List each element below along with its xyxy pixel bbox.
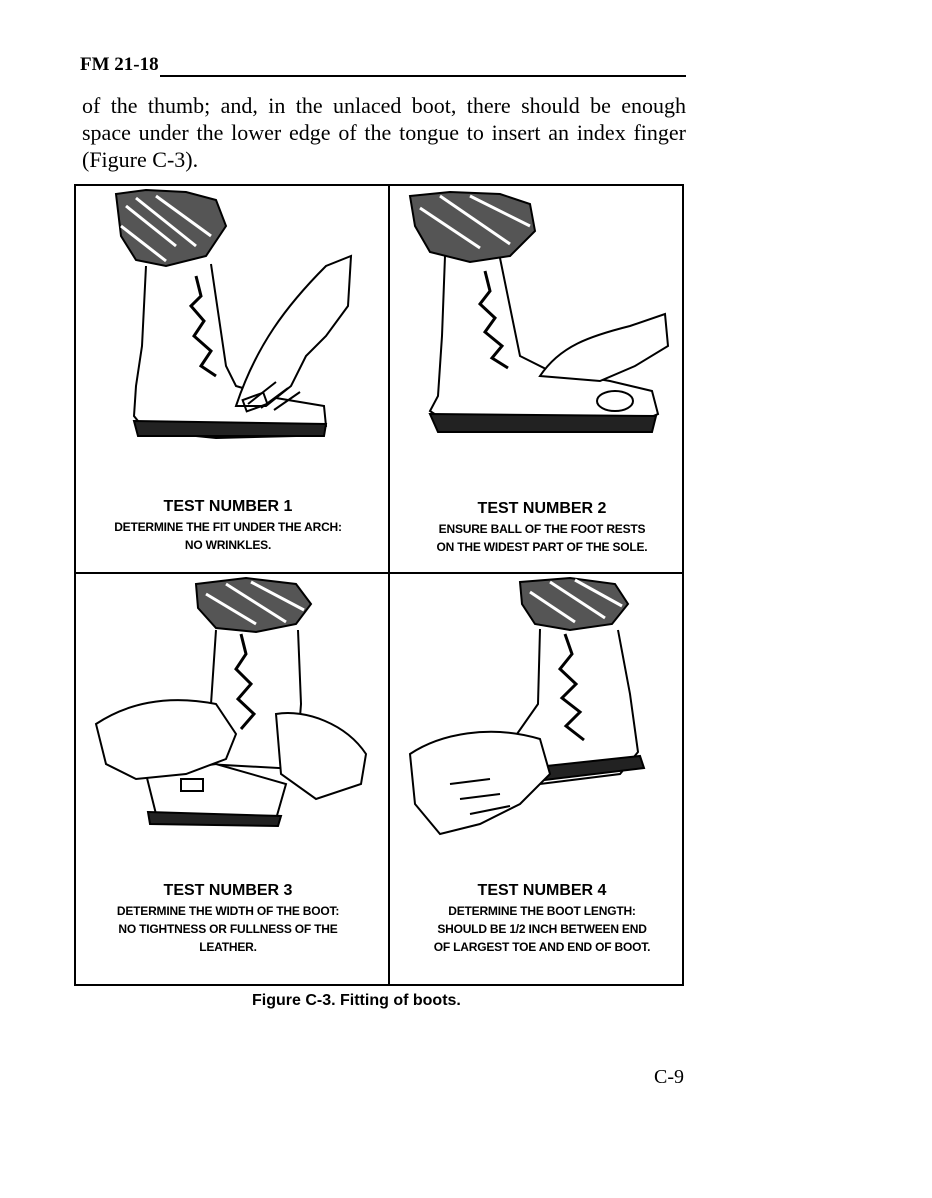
panel-title: TEST NUMBER 3 xyxy=(163,882,293,899)
panel-caption-line: NO WRINKLES. xyxy=(184,538,272,552)
running-header xyxy=(80,54,686,80)
header-rule xyxy=(160,75,686,77)
panel-caption-line: SHOULD BE 1/2 INCH BETWEEN END xyxy=(437,922,647,936)
panel-test-2 xyxy=(390,186,694,570)
panel-caption-line: NO TIGHTNESS OR FULLNESS OF THE xyxy=(118,922,338,936)
page-number: C-9 xyxy=(654,1066,684,1088)
boot-arch-test-illustration xyxy=(76,186,380,496)
panel-caption-line: OF LARGEST TOE AND END OF BOOT. xyxy=(433,940,651,954)
panel-caption-line: LEATHER. xyxy=(199,940,257,954)
boot-ball-of-foot-test-illustration xyxy=(390,186,684,496)
boot-length-test-illustration xyxy=(390,574,684,874)
panel-caption-line: ENSURE BALL OF THE FOOT RESTS xyxy=(438,522,646,536)
figure-c3 xyxy=(74,184,684,986)
panel-title: TEST NUMBER 2 xyxy=(477,500,607,517)
body-paragraph: of the thumb; and, in the unlaced boot, there should be enough space under the lower edge of the tongue to insert an index finger (Figure C-3). xyxy=(82,93,686,172)
panel-title: TEST NUMBER 1 xyxy=(163,498,293,515)
panel-title: TEST NUMBER 4 xyxy=(477,882,607,899)
panel-test-3 xyxy=(76,574,380,958)
boot-width-test-illustration xyxy=(76,574,380,874)
panel-caption-line: DETERMINE THE BOOT LENGTH: xyxy=(448,904,636,918)
panel-test-1 xyxy=(76,186,380,570)
panel-caption-line: ON THE WIDEST PART OF THE SOLE. xyxy=(436,540,648,554)
manual-number: FM 21-18 xyxy=(80,54,159,75)
panel-caption-line: DETERMINE THE WIDTH OF THE BOOT: xyxy=(116,904,340,918)
panel-test-4 xyxy=(390,574,694,958)
panel-caption-line: DETERMINE THE FIT UNDER THE ARCH: xyxy=(114,520,342,534)
figure-caption: Figure C-3. Fitting of boots. xyxy=(252,992,461,1009)
